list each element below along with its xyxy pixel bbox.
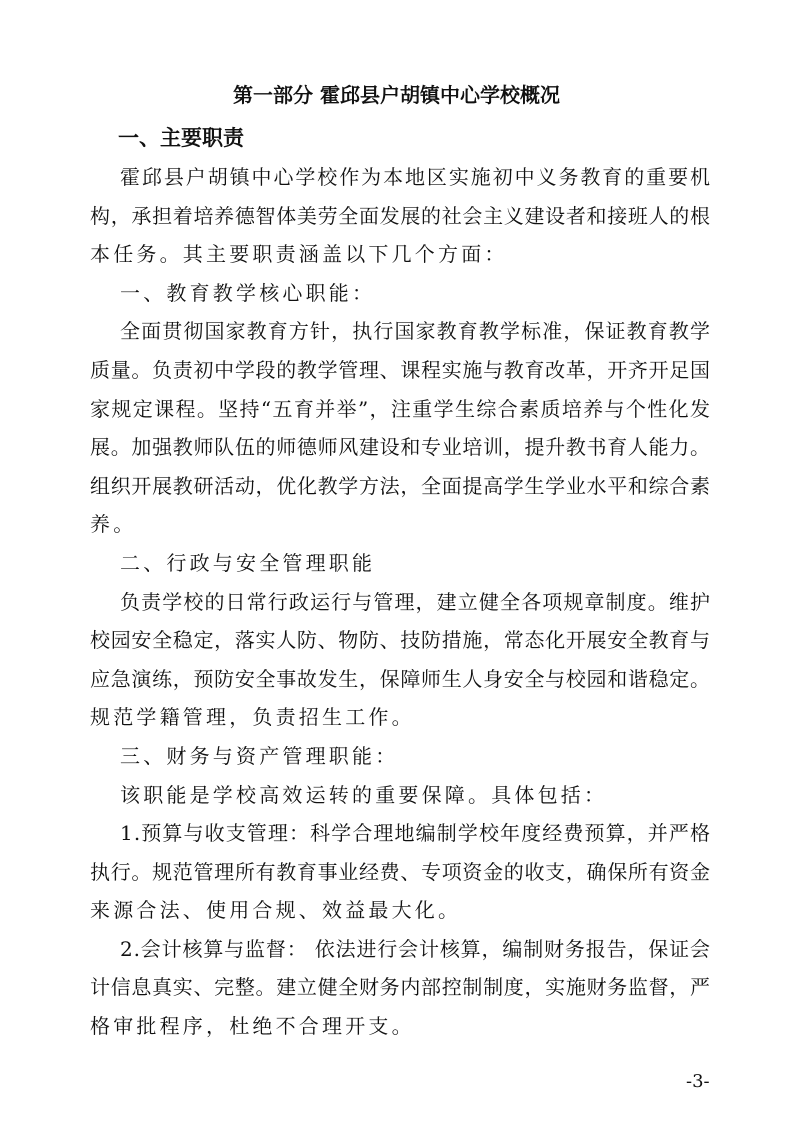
text-line (90, 351, 710, 390)
text-line (90, 621, 710, 660)
text-line-content: 家规定课程。坚持“五育并举”，注重学生综合素质培养与个性化发 (90, 396, 712, 421)
text-line (90, 197, 710, 236)
text-line (90, 274, 710, 313)
text-line (90, 776, 710, 815)
text-line (90, 312, 710, 351)
text-line-content: 格审批程序，杜绝不合理开支。 (90, 1014, 415, 1039)
text-line (90, 467, 710, 506)
text-line (90, 968, 710, 1007)
text-line-content: 二、行政与安全管理职能 (120, 550, 376, 575)
text-line-content: 1.预算与收支管理：科学合理地编制学校年度经费预算，并严格 (120, 821, 712, 846)
text-line-content: 校园安全稳定，落实人防、物防、技防措施，常态化开展安全教育与 (90, 628, 711, 653)
text-line-content: 展。加强教师队伍的师德师风建设和专业培训，提升教书育人能力。 (90, 435, 711, 460)
text-line (90, 235, 710, 274)
text-line-content: 规范学籍管理，负责招生工作。 (90, 705, 415, 730)
text-line (90, 583, 710, 622)
page-title: 第一部分 霍邱县户胡镇中心学校概况 (233, 83, 560, 107)
text-line-content: 构，承担着培养德智体美劳全面发展的社会主义建设者和接班人的根 (90, 203, 711, 228)
text-line-content: 全面贯彻国家教育方针，执行国家教育教学标准，保证教育教学 (120, 319, 712, 344)
text-line-content: 执行。规范管理所有教育事业经费、专项资金的收支，确保所有资金 (90, 859, 711, 884)
text-line-content: 质量。负责初中学段的教学管理、课程实施与教育改革，开齐开足国 (90, 357, 711, 382)
text-line-content: 霍邱县户胡镇中心学校作为本地区实施初中义务教育的重要机 (120, 165, 712, 189)
text-line (90, 660, 710, 699)
text-line (90, 390, 710, 429)
page-number: -3- (686, 1071, 710, 1092)
text-line (90, 853, 710, 892)
text-line (90, 505, 710, 544)
text-line (90, 158, 710, 197)
text-line-content: 负责学校的日常行政运行与管理，建立健全各项规章制度。维护 (120, 589, 712, 614)
text-line-content: 三、财务与资产管理职能： (120, 743, 399, 768)
text-line-content: 该职能是学校高效运转的重要保障。具体包括： (120, 782, 608, 807)
text-line (90, 428, 710, 467)
text-line-content: 养。 (90, 512, 137, 537)
text-line-content: 计信息真实、完整。建立健全财务内部控制制度，实施财务监督，严 (90, 975, 711, 1000)
text-line (90, 698, 710, 737)
text-line-content: 组织开展教研活动，优化教学方法，全面提高学生学业水平和综合素 (90, 473, 711, 498)
text-line-content: 应急演练，预防安全事故发生，保障师生人身安全与校园和谐稳定。 (90, 666, 711, 691)
text-line (90, 1007, 710, 1046)
text-line (90, 737, 710, 776)
document-body (90, 158, 710, 1046)
section-heading: 一、主要职责 (118, 126, 244, 150)
text-line-content: 本任务。其主要职责涵盖以下几个方面： (90, 242, 508, 267)
text-line-content: 2.会计核算与监督： 依法进行会计核算，编制财务报告，保证会 (120, 936, 711, 961)
text-line (90, 930, 710, 969)
text-line (90, 544, 710, 583)
text-line-content: 来源合法、使用合规、效益最大化。 (90, 898, 462, 923)
text-line (90, 814, 710, 853)
text-line (90, 891, 710, 930)
text-line-content: 一、教育教学核心职能： (120, 280, 376, 305)
